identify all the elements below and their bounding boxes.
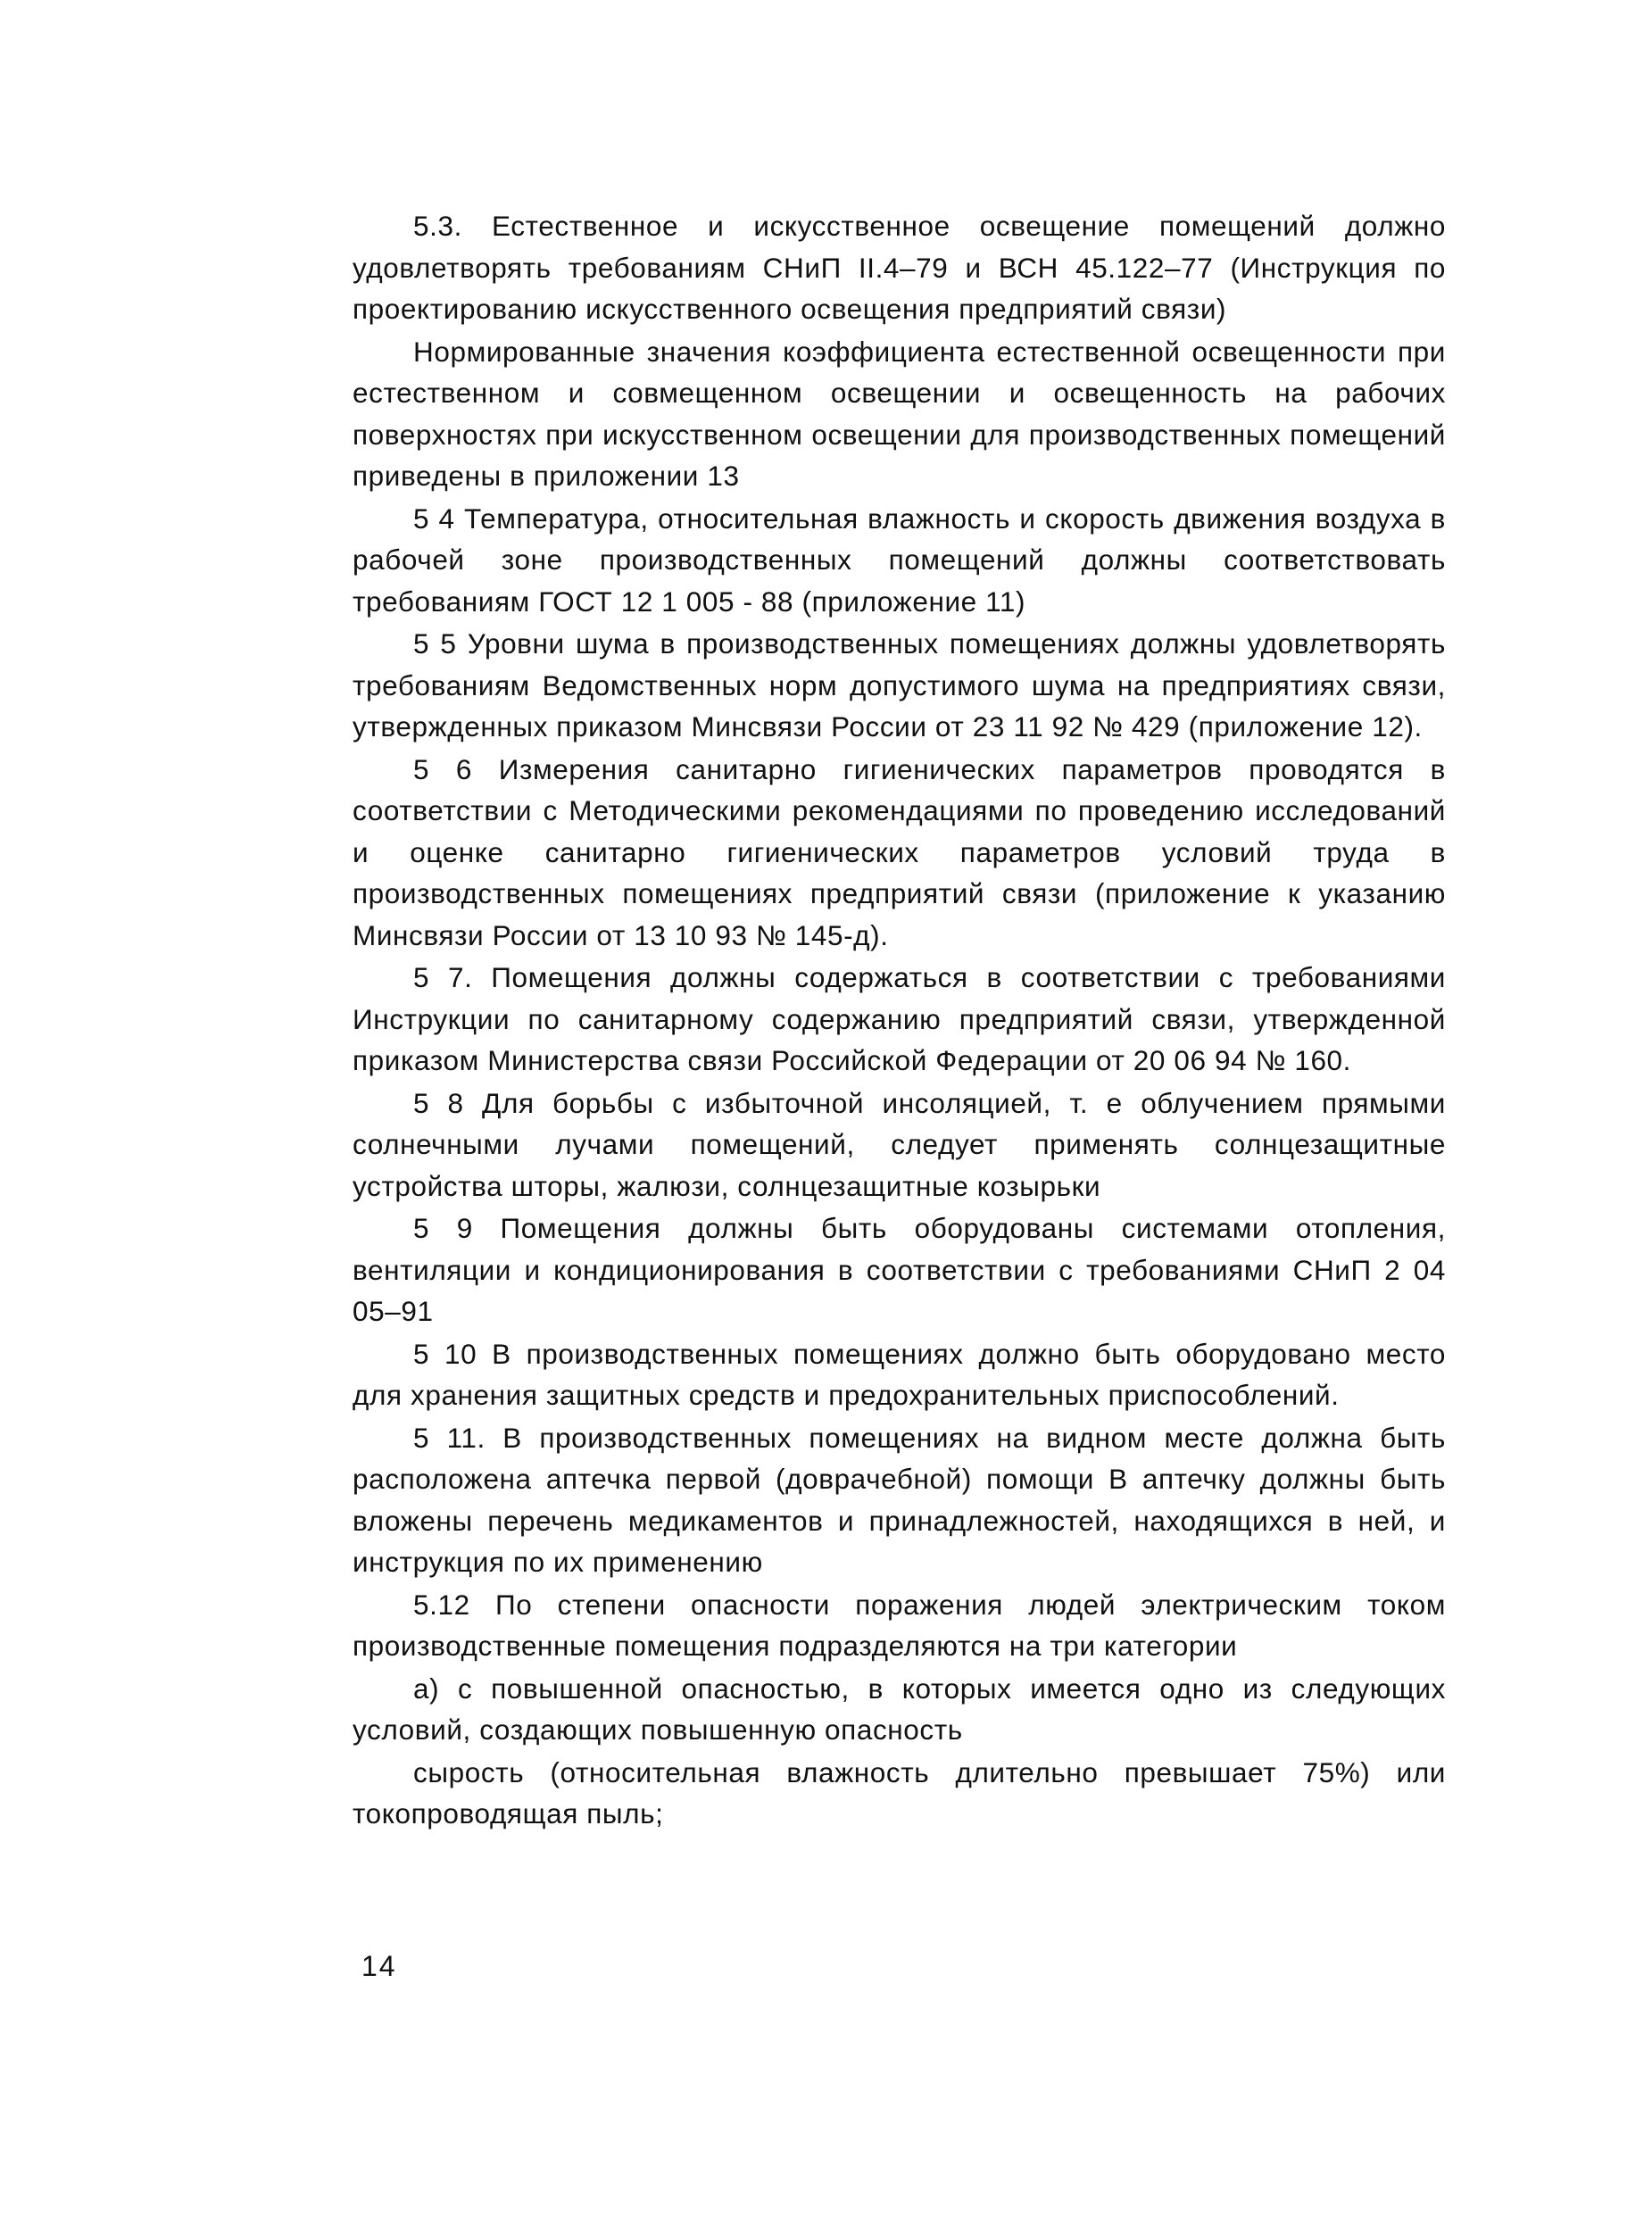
document-page: [353, 205, 1446, 1836]
paragraph-5-11: 5 11. В производственных помещениях на видном месте должна быть расположена аптечка первой (доврачебной) помощи В аптечку должны быть вложены перечень медикаментов и принадлежностей, находящихся в ней, и инструкция по их применению: [353, 1421, 1446, 1578]
paragraph-5-12-a: а) с повышенной опасностью, в которых имеется одно из следующих условий, создающих повышенную опасность: [353, 1672, 1446, 1746]
paragraph-5-5: 5 5 Уровни шума в производственных помещениях должны удовлетворять требованиям Ведомственных норм допустимого шума на предприятиях связи, утвержденных приказом Минсвязи России от 23 11 92 № 429 (приложение 12).: [353, 627, 1446, 743]
paragraph-5-12: 5.12 По степени опасности поражения людей электрическим током производственные помещения подразделяются на три категории: [353, 1588, 1446, 1662]
paragraph-5-10: 5 10 В производственных помещениях должно быть оборудовано место для хранения защитных средств и предохранительных приспособлений.: [353, 1337, 1446, 1411]
paragraph-5-4: 5 4 Температура, относительная влажность и скорость движения воздуха в рабочей зоне производственных помещений должны соответствовать требованиям ГОСТ 12 1 005 - 88 (приложение 11): [353, 502, 1446, 618]
paragraph-5-3: 5.3. Естественное и искусственное освещение помещений должно удовлетворять требованиям СНиП II.4–79 и ВСН 45.122–77 (Инструкция по проектированию искусственного освещения предприятий связи): [353, 210, 1446, 325]
paragraph-5-6: 5 6 Измерения санитарно гигиенических параметров проводятся в соответствии с Методическими рекомендациями по проведению исследований и оценке санитарно гигиенических параметров условий труда в производственных помещениях предприятий связи (приложение к указанию Минсвязи России от 13 10 93 № 145-д).: [353, 752, 1446, 951]
paragraph-5-12-dampness: сырость (относительная влажность длительно превышает 75%) или токопроводящая пыль;: [353, 1755, 1446, 1830]
paragraph-5-9: 5 9 Помещения должны быть оборудованы системами отопления, вентиляции и кондиционирования в соответствии с требованиями СНиП 2 04 05–91: [353, 1212, 1446, 1327]
paragraph-5-3-norms: Нормированные значения коэффициента естественной освещенности при естественном и совмещенном освещении и освещенность на рабочих поверхностях при искусственном освещении для производственных помещений приведены в приложении 13: [353, 335, 1446, 492]
paragraph-5-7: 5 7. Помещения должны содержаться в соответствии с требованиями Инструкции по санитарному содержанию предприятий связи, утвержденной приказом Министерства связи Российской Федерации от 20 06 94 № 160.: [353, 961, 1446, 1076]
paragraph-5-8: 5 8 Для борьбы с избыточной инсоляцией, т. е облучением прямыми солнечными лучами помещений, следует применять солнцезащитные устройства шторы, жалюзи, солнцезащитные козырьки: [353, 1086, 1446, 1202]
page-number: 14: [361, 1950, 397, 1982]
